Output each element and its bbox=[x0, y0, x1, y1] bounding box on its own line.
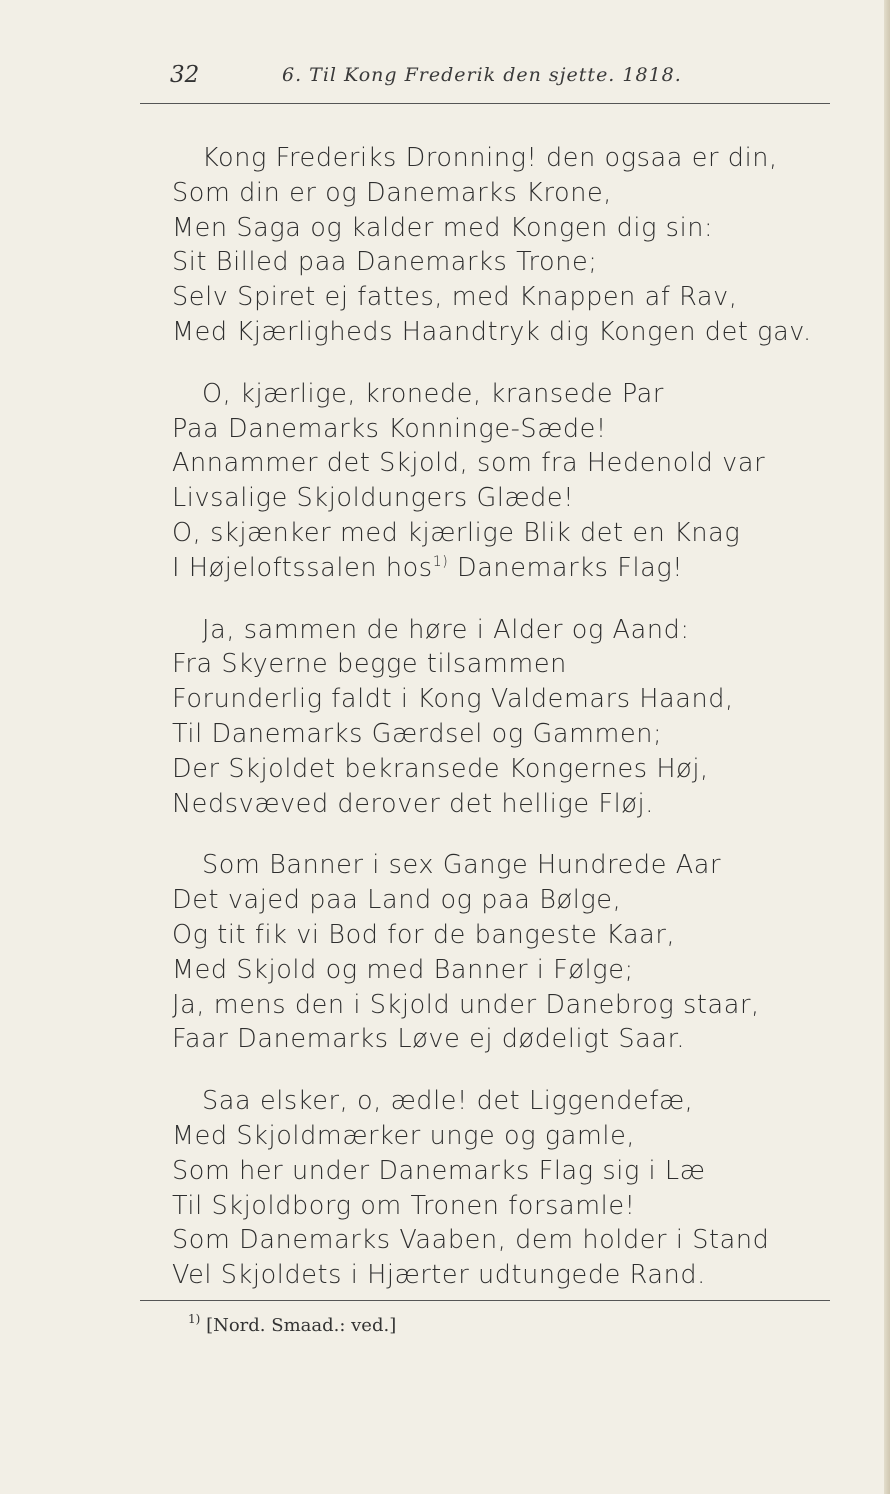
verse-line bbox=[172, 988, 862, 1023]
verse-line bbox=[172, 412, 862, 447]
verse-text: Som din er og Danemarks Krone, bbox=[172, 177, 612, 208]
stanza bbox=[172, 613, 862, 822]
page-edge-shadow bbox=[884, 0, 890, 1494]
stanza-gap bbox=[172, 350, 862, 377]
verse-line bbox=[172, 647, 862, 682]
verse-line bbox=[172, 1154, 862, 1189]
verse-line bbox=[172, 953, 862, 988]
verse-text: Der Skjoldet bekransede Kongernes Høj, bbox=[172, 753, 709, 784]
verse-line bbox=[172, 1022, 862, 1057]
footnote-rule bbox=[140, 1300, 830, 1301]
header-rule bbox=[140, 103, 830, 104]
verse-text: Vel Skjoldets i Hjærter udtungede Rand. bbox=[172, 1260, 706, 1291]
verse-line bbox=[172, 883, 862, 918]
verse-line bbox=[172, 1084, 862, 1119]
footnote-text: [Nord. Smaad.: ved.] bbox=[206, 1315, 397, 1336]
verse-text: Som her under Danemarks Flag sig i Læ bbox=[172, 1155, 706, 1186]
verse-text: Saa elsker, o, ædle! det Liggendefæ, bbox=[202, 1086, 694, 1117]
footnote-mark: 1) bbox=[188, 1312, 201, 1326]
verse-line bbox=[172, 787, 862, 822]
verse-line bbox=[172, 682, 862, 717]
verse-text: Med Kjærligheds Haandtryk dig Kongen det gav. bbox=[172, 316, 812, 347]
verse-line bbox=[172, 1119, 862, 1154]
verse-line bbox=[172, 211, 862, 246]
verse-text: Selv Spiret ej fattes, med Knappen af Rav, bbox=[172, 282, 738, 313]
verse-line bbox=[172, 752, 862, 787]
verse-text: Ja, sammen de høre i Alder og Aand: bbox=[202, 614, 690, 645]
verse-text: Fra Skyerne begge tilsammen bbox=[172, 649, 567, 680]
verse-text: Det vajed paa Land og paa Bølge, bbox=[172, 885, 622, 916]
stanza bbox=[172, 848, 862, 1057]
verse-line bbox=[172, 516, 862, 551]
verse-line bbox=[172, 918, 862, 953]
verse-text-continued: Danemarks Flag! bbox=[448, 552, 684, 583]
verse-line bbox=[172, 377, 862, 412]
verse-line bbox=[172, 481, 862, 516]
stanza bbox=[172, 141, 862, 350]
verse-text: Nedsvæved derover det hellige Fløj. bbox=[172, 788, 654, 819]
verse-text: Faar Danemarks Løve ej dødeligt Saar. bbox=[172, 1024, 686, 1055]
verse-line bbox=[172, 848, 862, 883]
verse-text: Annammer det Skjold, som fra Hedenold var bbox=[172, 448, 766, 479]
stanza-gap bbox=[172, 586, 862, 613]
verse-line bbox=[172, 280, 862, 315]
verse-text: O, kjærlige, kronede, kransede Par bbox=[202, 378, 664, 409]
verse-text: Kong Frederiks Dronning! den ogsaa er din, bbox=[202, 143, 778, 173]
verse-text: Til Skjoldborg om Tronen forsamle! bbox=[172, 1190, 636, 1221]
verse-text: I Højeloftssalen hos bbox=[172, 552, 433, 583]
verse-line bbox=[172, 1258, 862, 1293]
verse-text: Som Banner i sex Gange Hundrede Aar bbox=[202, 850, 722, 881]
verse-line bbox=[172, 141, 862, 176]
running-header bbox=[170, 62, 830, 92]
poem-body bbox=[172, 141, 862, 1293]
verse-text: Og tit fik vi Bod for de bangeste Kaar, bbox=[172, 919, 676, 950]
page-number: 32 bbox=[170, 62, 200, 88]
stanza bbox=[172, 377, 862, 586]
verse-text: Som Danemarks Vaaben, dem holder i Stand bbox=[172, 1225, 770, 1256]
verse-line bbox=[172, 613, 862, 648]
verse-text: Med Skjoldmærker unge og gamle, bbox=[172, 1120, 636, 1151]
verse-text: Sit Billed paa Danemarks Trone; bbox=[172, 247, 598, 278]
verse-text: Paa Danemarks Konninge-Sæde! bbox=[172, 413, 607, 444]
verse-line bbox=[172, 1189, 862, 1224]
footnote bbox=[188, 1312, 397, 1336]
verse-line bbox=[172, 245, 862, 280]
verse-text: O, skjænker med kjærlige Blik det en Knag bbox=[172, 517, 741, 548]
verse-line bbox=[172, 315, 862, 350]
stanza bbox=[172, 1084, 862, 1293]
stanza-gap bbox=[172, 1057, 862, 1084]
verse-line bbox=[172, 1223, 862, 1258]
running-title: 6. Til Kong Frederik den sjette. 1818. bbox=[282, 64, 682, 86]
verse-text: Men Saga og kalder med Kongen dig sin: bbox=[172, 212, 714, 243]
verse-line bbox=[172, 446, 862, 481]
verse-line bbox=[172, 176, 862, 211]
verse-line bbox=[172, 551, 862, 586]
verse-text: Ja, mens den i Skjold under Danebrog staar, bbox=[172, 989, 760, 1020]
verse-text: Med Skjold og med Banner i Følge; bbox=[172, 954, 634, 985]
stanza-gap bbox=[172, 821, 862, 848]
verse-text: Livsalige Skjoldungers Glæde! bbox=[172, 483, 575, 514]
footnote-reference: 1) bbox=[432, 553, 449, 570]
verse-line bbox=[172, 717, 862, 752]
verse-text: Forunderlig faldt i Kong Valdemars Haand, bbox=[172, 684, 734, 715]
verse-text: Til Danemarks Gærdsel og Gammen; bbox=[172, 718, 663, 749]
